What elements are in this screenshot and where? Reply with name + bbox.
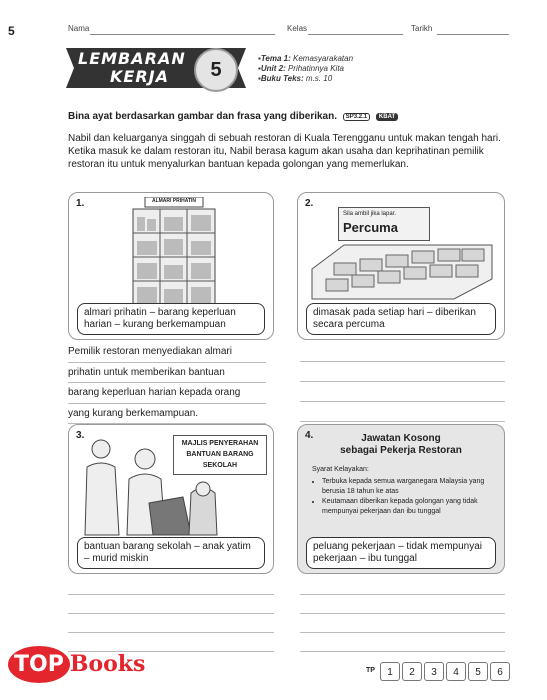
nama-label: Nama (68, 24, 90, 33)
job-title-line2: sebagai Pekerja Restoran (340, 445, 462, 456)
answer-4-line[interactable] (300, 632, 505, 633)
requirements-title: Syarat Kelayakan: (312, 466, 369, 473)
panel-4-label: 4. (305, 430, 314, 441)
requirement-item: • Keutamaan diberikan kepada golongan yang tidak mempunyai pekerjaan dan ibu tunggal (322, 497, 496, 517)
percuma-sign (338, 207, 430, 241)
kbat-badge: KBAT (376, 113, 398, 121)
answer-3-line[interactable] (68, 594, 274, 595)
panel-3-caption: bantuan barang sekolah – anak yatim – murid miskin (77, 537, 265, 569)
logo-top: TOP (8, 646, 70, 683)
panel-2 (297, 192, 505, 340)
answer-2-line[interactable] (300, 401, 505, 402)
food-packs-illustration (304, 239, 500, 301)
instruction-text: Bina ayat berdasarkan gambar dan frasa yang diberikan. (68, 111, 337, 122)
panel-2-label: 2. (305, 198, 314, 209)
topic-meta (258, 54, 353, 84)
job-title-line1: Jawatan Kosong (361, 433, 441, 444)
answer-2 (300, 342, 505, 422)
answer-2-line[interactable] (300, 421, 505, 422)
answer-1-line: yang kurang berkemampuan. (68, 404, 266, 425)
panel-2-caption: dimasak pada setiap hari – diberikan secara percuma (306, 303, 496, 335)
topbooks-logo (8, 646, 145, 683)
panel-4 (297, 424, 505, 574)
skill-code-badge: SP3.2.1 (343, 113, 370, 121)
logo-books: Books (69, 651, 146, 677)
ceremony-banner: MAJLIS PENYERAHAN BANTUAN BARANG SEKOLAH (173, 435, 267, 475)
sign-line2: Percuma (343, 220, 398, 235)
instruction (68, 111, 398, 122)
answer-2-line[interactable] (300, 381, 505, 382)
panel-4-caption: peluang pekerjaan – tidak mempunyai pekerjaan – ibu tunggal (306, 537, 496, 569)
worksheet-number: 5 (194, 48, 238, 92)
answer-3-line[interactable] (68, 632, 274, 633)
cabinet-illustration (131, 197, 217, 305)
answer-1-line: prihatin untuk memberikan bantuan (68, 363, 266, 384)
answer-1 (68, 342, 266, 424)
tp-box-1[interactable]: 1 (380, 662, 400, 681)
tp-box-4[interactable]: 4 (446, 662, 466, 681)
panel-3-label: 3. (76, 430, 85, 441)
tarikh-label: Tarikh (411, 24, 433, 33)
panel-1-caption: almari prihatin – barang keperluan harian – kurang berkemampuan (77, 303, 265, 335)
nama-line (90, 34, 275, 35)
answer-1-line: Pemilik restoran menyediakan almari (68, 342, 266, 363)
panel-1-label: 1. (76, 198, 85, 209)
panel-3 (68, 424, 274, 574)
answer-2-line[interactable] (300, 361, 505, 362)
answer-3-line[interactable] (68, 613, 274, 614)
meta-buku: ▪ Buku Teks: m.s. 10 (258, 74, 353, 84)
answer-4-line[interactable] (300, 594, 505, 595)
answer-3 (68, 576, 274, 652)
tp-box-6[interactable]: 6 (490, 662, 510, 681)
kelas-line (308, 34, 403, 35)
requirement-item: • Terbuka kepada semua warganegara Malaysia yang berusia 18 tahun ke atas (322, 477, 496, 497)
answer-4-line[interactable] (300, 651, 505, 652)
worksheet-banner (60, 44, 272, 92)
tp-box-3[interactable]: 3 (424, 662, 444, 681)
panel-1 (68, 192, 274, 340)
banner-line2: KERJA (110, 67, 169, 86)
answer-4-line[interactable] (300, 613, 505, 614)
banner-line1: LEMBARAN (78, 49, 186, 68)
page-number: 5 (8, 24, 15, 38)
sign-line1: Sila ambil jika lapar. (343, 211, 397, 217)
tp-label: TP (366, 667, 375, 674)
meta-tema: ▪ Tema 1: Kemasyarakatan (258, 54, 353, 64)
meta-unit: ▪ Unit 2: Prihatinnya Kita (258, 64, 353, 74)
job-notice-title (298, 433, 504, 457)
answer-1-line: barang keperluan harian kepada orang (68, 383, 266, 404)
cabinet-sign: ALMARI PRIHATIN (151, 198, 197, 204)
answer-4 (300, 576, 505, 652)
story-paragraph: Nabil dan keluarganya singgah di sebuah restoran di Kuala Terengganu untuk makan tengah hari. Ketika masuk ke dalam restoran itu, Nabil berasa kagum akan usaha dan keprihatinan pemilik restoran itu untuk menyalurkan bantuan kepada golongan yang memerlukan. (68, 133, 501, 170)
job-requirements (312, 465, 496, 517)
kelas-label: Kelas (287, 24, 308, 33)
tp-box-5[interactable]: 5 (468, 662, 488, 681)
tarikh-line (437, 34, 509, 35)
tp-box-2[interactable]: 2 (402, 662, 422, 681)
